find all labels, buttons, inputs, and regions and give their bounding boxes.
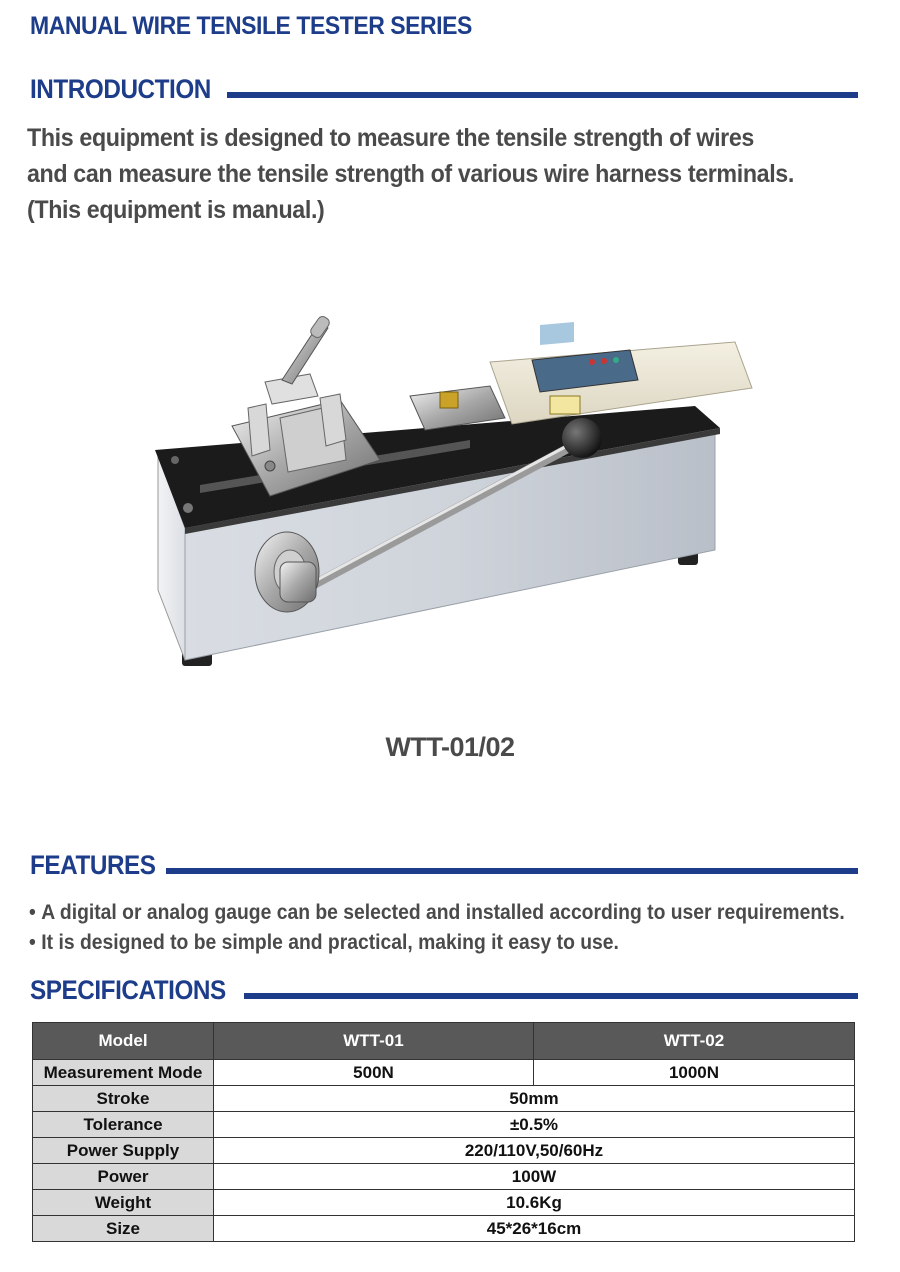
- feature-item: • It is designed to be simple and practical, making it easy to use.: [29, 928, 845, 958]
- gauge-button: [589, 359, 595, 365]
- handwheel-grip: [280, 562, 316, 602]
- row-label: Stroke: [33, 1086, 214, 1112]
- cell-value: 100W: [214, 1164, 855, 1190]
- bolt: [183, 503, 193, 513]
- cell-value: 10.6Kg: [214, 1190, 855, 1216]
- product-image: [140, 300, 770, 690]
- table-row: [33, 1164, 855, 1190]
- header-wtt-02: WTT-02: [534, 1023, 855, 1060]
- product-caption: WTT-01/02: [385, 732, 515, 762]
- table-row: [33, 1138, 855, 1164]
- cell-value: 45*26*16cm: [214, 1216, 855, 1242]
- table-header-row: [33, 1023, 855, 1060]
- table-row: [33, 1060, 855, 1086]
- specifications-heading-text: SPECIFICATIONS: [30, 975, 226, 1005]
- row-label: Power: [33, 1164, 214, 1190]
- row-label: Tolerance: [33, 1112, 214, 1138]
- table-row: [33, 1216, 855, 1242]
- gauge-button: [601, 358, 607, 364]
- feature-item: • A digital or analog gauge can be selected and installed according to user requirements.: [29, 898, 845, 928]
- intro-line: and can measure the tensile strength of various wire harness terminals.: [27, 160, 794, 188]
- header-wtt-01: WTT-01: [214, 1023, 534, 1060]
- row-label: Size: [33, 1216, 214, 1242]
- specifications-heading: [30, 975, 858, 1006]
- table-row: [33, 1112, 855, 1138]
- features-list: [29, 898, 900, 958]
- header-model: Model: [33, 1023, 214, 1060]
- row-label: Power Supply: [33, 1138, 214, 1164]
- cell-value: 500N: [214, 1060, 534, 1086]
- gauge-button: [613, 357, 619, 363]
- introduction-heading-text: INTRODUCTION: [30, 74, 211, 104]
- table-row: [33, 1086, 855, 1112]
- table-row: [33, 1190, 855, 1216]
- features-heading-text: FEATURES: [30, 850, 156, 880]
- row-label: Measurement Mode: [33, 1060, 214, 1086]
- cell-value: 1000N: [534, 1060, 855, 1086]
- cell-value: 220/110V,50/60Hz: [214, 1138, 855, 1164]
- heading-rule: [166, 868, 858, 874]
- introduction-heading: [30, 74, 858, 105]
- screw: [265, 461, 275, 471]
- row-label: Weight: [33, 1190, 214, 1216]
- handle-knob: [562, 418, 602, 458]
- gauge-label: [550, 396, 580, 414]
- heading-rule: [227, 92, 858, 98]
- heading-rule: [244, 993, 858, 999]
- intro-line: (This equipment is manual.): [27, 196, 325, 224]
- bolt: [171, 456, 179, 464]
- gauge-display: [540, 322, 574, 345]
- page-title: MANUAL WIRE TENSILE TESTER SERIES: [30, 12, 472, 40]
- features-heading: [30, 850, 858, 881]
- grip-insert: [440, 392, 458, 408]
- intro-line: This equipment is designed to measure the tensile strength of wires: [27, 124, 754, 152]
- clamp-jaw: [248, 404, 270, 456]
- cell-value: 50mm: [214, 1086, 855, 1112]
- introduction-text: [27, 120, 867, 228]
- cell-value: ±0.5%: [214, 1112, 855, 1138]
- specifications-table: [32, 1022, 855, 1242]
